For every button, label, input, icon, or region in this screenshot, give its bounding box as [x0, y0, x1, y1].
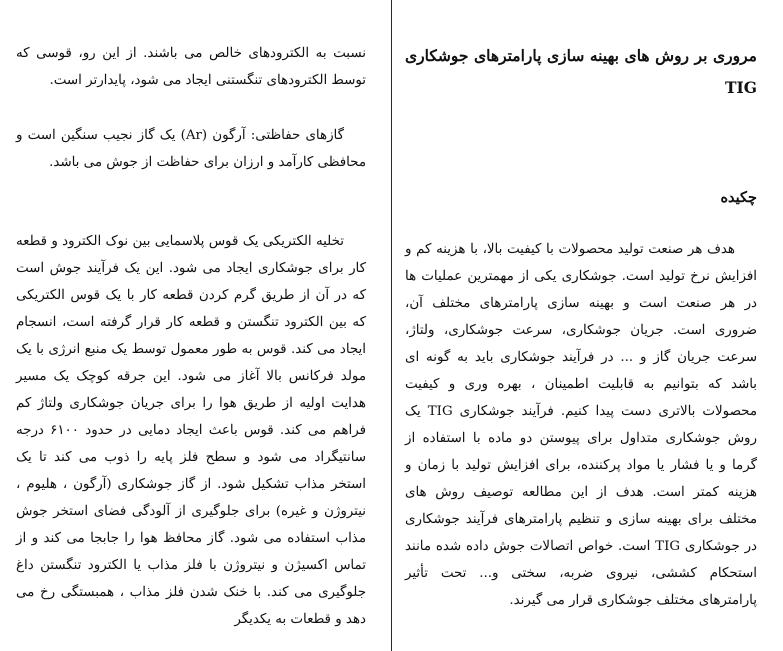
paragraph-text: گازهای حفاظتی: آرگون (Ar) یک گاز نجیب سنگین است و محافظی کارآمد و ارزان برای حفاظت از جوش می باشد. — [16, 128, 366, 170]
paragraph-text: تخلیه الکتریکی یک قوس پلاسمایی بین نوک الکترود و قطعه کار برای جوشکاری ایجاد می شود. این یک فرآیند جوش است که در آن از طریق گرم کردن قطعه کار با یک قوس الکتریکی که بین الکترود تنگستن و قطعه کار قرار گرفته است، انسجام ایجاد می کند. قوس به طور معمول توسط یک منبع انرژی با یک مولد فرکانس بالا آغاز می شود. این جرقه کوچک یک مسیر هدایت اولیه از طریق هوا را برای جریان جوشکاری ولتاژ کم فراهم می کند. قوس باعث ایجاد دمایی در حدود ۶۱۰۰ درجه سانتیگراد می شود و سطح فلز پایه را ذوب می کند تا یک استخر مذاب تشکیل شود. از گاز جوشکاری (آرگون ، هلیوم ، نیتروژن و غیره) برای جلوگیری از آلودگی فضای استخر جوش مذاب استفاده می شود. گاز محافظ هوا را جابجا می کند و از تماس اکسیژن و نیتروژن با فلز مذاب یا الکترود تنگستن داغ جلوگیری می کند. با خنک شدن فلز مذاب ، همبستگی رخ می دهد و قطعات به یکدیگر — [16, 234, 366, 627]
left-column-paragraph-1 — [16, 40, 366, 94]
left-column-paragraph-3 — [16, 228, 366, 633]
abstract-heading: چکیده — [720, 189, 757, 206]
paper-title: مروری بر روش های بهینه سازی پارامترهای جوشکاری TIG — [405, 46, 757, 97]
paragraph-text: نسبت به الکترودهای خالص می باشند. از این رو، قوسی که توسط الکترودهای تنگستنی ایجاد می شود، پایدارتر است. — [16, 46, 366, 88]
left-column-paragraph-2 — [16, 122, 366, 176]
abstract-body — [405, 236, 757, 614]
column-divider — [391, 0, 392, 651]
abstract-paragraph: هدف هر صنعت تولید محصولات با کیفیت بالا، با هزینه کم و افزایش نرخ تولید است. جوشکاری یکی از مهمترین عملیات ها در هر صنعت است و بهینه سازی پارامترهای مختلف آن، ضروری است. جریان جوشکاری، سرعت جوشکاری، ولتاژ، سرعت جریان گاز و ... در فرآیند جوشکاری باید به گونه ای باشد که بتوانیم به قابلیت اطمینان ، بهره وری و کیفیت محصولات بالاتری دست پیدا کنیم. فرآیند جوشکاری TIG یک روش جوشکاری متداول برای پیوستن دو ماده با استفاده از گرما و یا فشار یا مواد پرکننده، برای افزایش تولید با زمان و هزینه کمتر است. هدف از این مطالعه توصیف روش های مختلف برای بهینه سازی و تنظیم پارامترهای فرآیند جوشکاری در جوشکاری TIG است. خواص اتصالات جوش داده شده مانند استحکام کششی، نیروی ضربه، سختی و... تحت تأثیر پارامترهای مختلف جوشکاری قرار می گیرند. — [405, 242, 758, 608]
